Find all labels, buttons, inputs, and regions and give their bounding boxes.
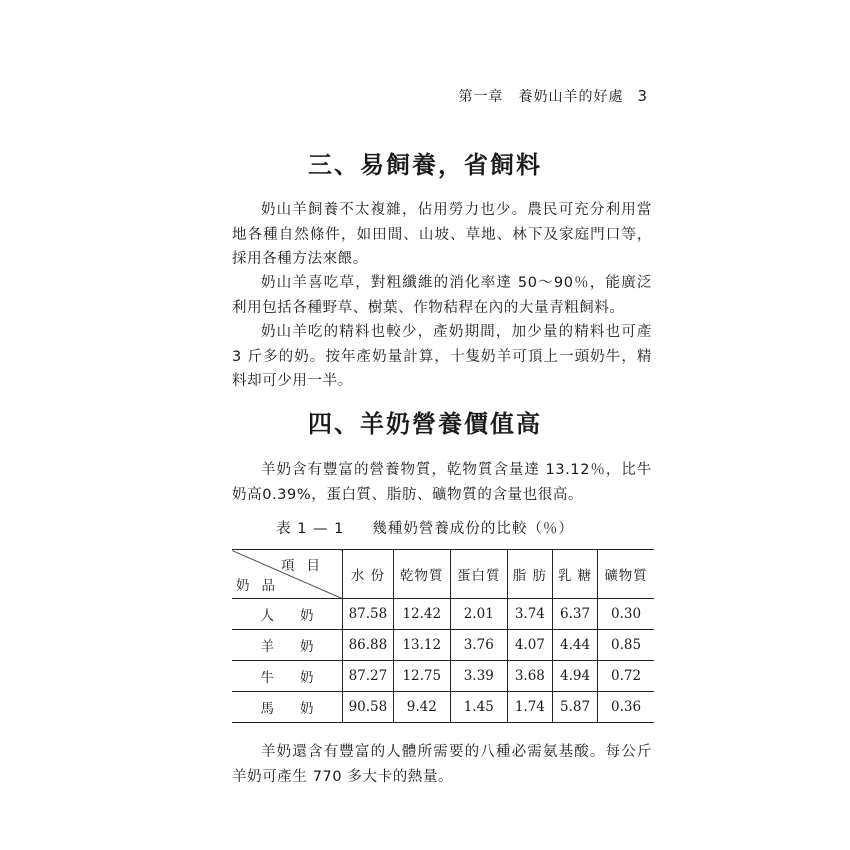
row-label: 牛奶	[232, 661, 343, 692]
table-header-row	[232, 550, 654, 599]
table-row	[232, 599, 654, 630]
column-header: 礦物質	[598, 550, 654, 599]
column-header: 乳 糖	[552, 550, 597, 599]
column-header: 水 份	[343, 550, 394, 599]
corner-label-milk: 奶品	[236, 578, 287, 594]
table-cell: 87.27	[343, 661, 394, 692]
table-cell: 12.75	[393, 661, 450, 692]
table-cell: 3.68	[507, 661, 552, 692]
table-cell: 1.45	[450, 692, 507, 723]
table-cell: 86.88	[343, 630, 394, 661]
table-cell: 0.30	[598, 599, 654, 630]
table-cell: 12.42	[393, 599, 450, 630]
table-row	[232, 661, 654, 692]
paragraph: 羊奶還含有豐富的人體所需要的八種必需氨基酸。每公斤羊奶可產生 770 多大卡的熱量。	[232, 744, 652, 785]
table-cell: 3.76	[450, 630, 507, 661]
section-heading-4: 四、羊奶營養價值高	[308, 410, 542, 438]
table-caption	[0, 517, 850, 538]
paragraph: 羊奶含有豐富的營養物質，乾物質含量達 13.12％，比牛奶高0.39%，蛋白質、脂肪、礦物質的含量也很高。	[232, 462, 652, 503]
running-header	[0, 86, 648, 106]
corner-cell	[232, 550, 343, 599]
table-cell: 1.74	[507, 692, 552, 723]
paragraph: 奶山羊喜吃草，對粗纖維的消化率達 50～90％，能廣泛利用包括各種野草、樹葉、作物秸稈在內的大量青粗飼料。	[232, 275, 652, 316]
table-row	[232, 630, 654, 661]
table-cell: 6.37	[552, 599, 597, 630]
page-number: 3	[637, 87, 648, 105]
row-label: 羊奶	[232, 630, 343, 661]
row-label: 人奶	[232, 599, 343, 630]
table-cell: 2.01	[450, 599, 507, 630]
section-heading-3: 三、易飼養，省飼料	[308, 151, 542, 179]
table-cell: 3.39	[450, 661, 507, 692]
table-cell: 13.12	[393, 630, 450, 661]
running-title: 第一章 養奶山羊的好處	[458, 89, 624, 105]
nutrition-table	[232, 549, 654, 723]
column-header: 脂 肪	[507, 550, 552, 599]
paragraph: 奶山羊吃的精料也較少，產奶期間，加少量的精料也可產 3 斤多的奶。按年產奶量計算，十隻奶羊可頂上一頭奶牛，精料却可少用一半。	[232, 324, 652, 389]
table-cell: 87.58	[343, 599, 394, 630]
table-title: 幾種奶營養成份的比較（％）	[372, 521, 574, 537]
table-cell: 3.74	[507, 599, 552, 630]
table-cell: 0.36	[598, 692, 654, 723]
column-header: 蛋白質	[450, 550, 507, 599]
table-cell: 0.85	[598, 630, 654, 661]
table-number: 表 1 — 1	[276, 521, 345, 537]
paragraph: 奶山羊飼養不太複雜，佔用勞力也少。農民可充分利用當地各種自然條件，如田間、山坡、草地、林下及家庭門口等，採用各種方法來餵。	[232, 202, 652, 267]
table-cell: 5.87	[552, 692, 597, 723]
table-cell: 0.72	[598, 661, 654, 692]
corner-label-items: 項目	[281, 558, 332, 574]
table-cell: 9.42	[393, 692, 450, 723]
row-label: 馬奶	[232, 692, 343, 723]
table-cell: 90.58	[343, 692, 394, 723]
table-row	[232, 692, 654, 723]
table-cell: 4.94	[552, 661, 597, 692]
table-cell: 4.07	[507, 630, 552, 661]
table-cell: 4.44	[552, 630, 597, 661]
column-header: 乾物質	[393, 550, 450, 599]
